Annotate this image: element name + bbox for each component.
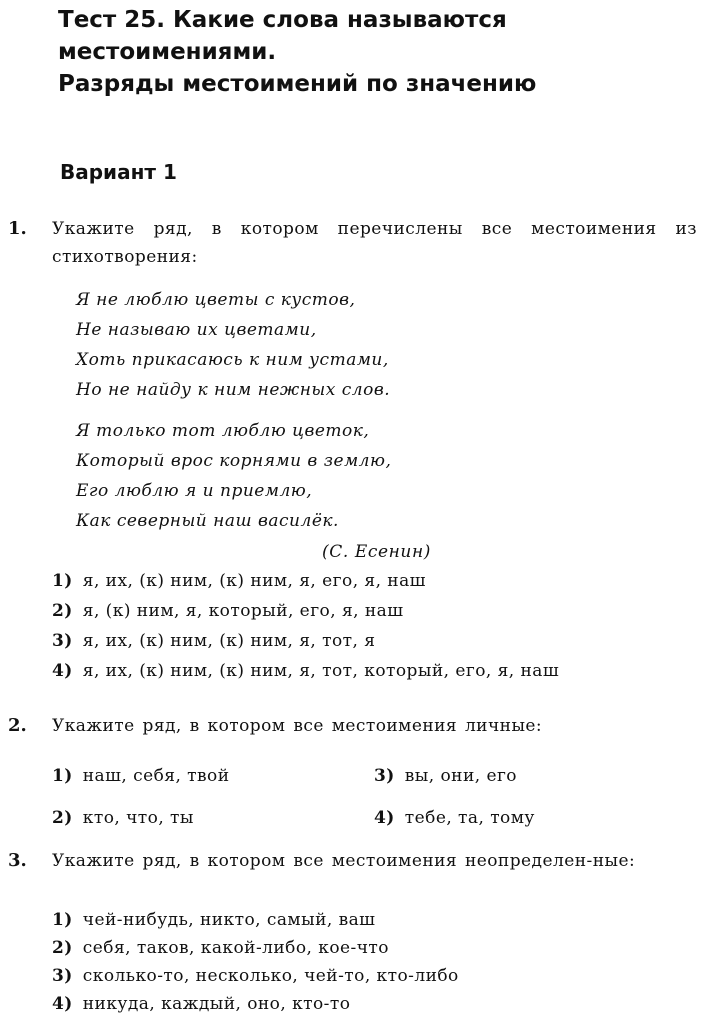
title-line-2: местоимениями. <box>58 39 277 65</box>
option-number: 2) <box>52 601 73 621</box>
option-text: я, их, (к) ним, (к) ним, я, тот, который, его, я, наш <box>82 661 560 681</box>
title-line-3: Разряды местоимений по значению <box>58 71 537 97</box>
question-3-option-4 <box>52 990 350 1018</box>
poem-line: Не называю их цветами, <box>76 320 317 340</box>
question-3-option-3 <box>52 962 459 990</box>
poem-stanza-1 <box>76 285 390 405</box>
option-number: 2) <box>52 808 73 828</box>
poem-line: Который врос корнями в землю, <box>76 451 392 471</box>
question-1-option-1 <box>52 567 426 595</box>
option-number: 1) <box>52 766 73 786</box>
option-text: я, их, (к) ним, (к) ним, я, его, я, наш <box>82 571 426 591</box>
option-text: тебе, та, тому <box>404 808 535 828</box>
poem-stanza-2 <box>76 416 391 536</box>
option-number: 4) <box>52 661 73 681</box>
option-number: 1) <box>52 571 73 591</box>
question-2-option-3 <box>374 762 517 790</box>
page-title <box>58 4 536 100</box>
variant-heading: Вариант 1 <box>60 160 177 184</box>
option-number: 4) <box>374 808 395 828</box>
option-number: 1) <box>52 910 73 930</box>
question-2-option-2 <box>52 804 194 832</box>
option-text: сколько-то, несколько, чей-то, кто-либо <box>82 966 459 986</box>
option-text: я, их, (к) ним, (к) ним, я, тот, я <box>82 631 376 651</box>
title-line-1: Тест 25. Какие слова называются <box>58 7 507 33</box>
option-text: кто, что, ты <box>82 808 194 828</box>
poem-author: (С. Есенин) <box>322 542 432 562</box>
option-number: 4) <box>52 994 73 1014</box>
option-text: чей-нибудь, никто, самый, ваш <box>82 910 376 930</box>
question-3-text: Укажите ряд, в котором все местоимения неопределен-ные: <box>52 851 636 871</box>
poem-line: Его люблю я и приемлю, <box>76 481 313 501</box>
option-number: 2) <box>52 938 73 958</box>
question-1-option-2 <box>52 597 403 625</box>
question-1-option-3 <box>52 627 375 655</box>
option-text: себя, таков, какой-либо, кое-что <box>82 938 389 958</box>
option-text: вы, они, его <box>404 766 517 786</box>
question-3-option-1 <box>52 906 375 934</box>
poem-line: Но не найду к ним нежных слов. <box>76 380 391 400</box>
option-number: 3) <box>374 766 395 786</box>
option-text: наш, себя, твой <box>82 766 230 786</box>
poem-line: Хоть прикасаюсь к ним устами, <box>76 350 389 370</box>
poem-line: Я только тот люблю цветок, <box>76 421 370 441</box>
poem-line: Как северный наш василёк. <box>76 511 339 531</box>
question-2-option-1 <box>52 762 230 790</box>
question-2-text: Укажите ряд, в котором все местоимения личные: <box>52 716 543 736</box>
poem-line: Я не люблю цветы с кустов, <box>76 290 356 310</box>
question-1-number: 1. <box>8 218 27 239</box>
question-2-number: 2. <box>8 715 27 736</box>
question-1-text: Укажите ряд, в котором перечислены все местоимения из стихотворения: <box>52 219 697 267</box>
question-3-option-2 <box>52 934 389 962</box>
option-number: 3) <box>52 966 73 986</box>
question-2-option-4 <box>374 804 535 832</box>
question-3-number: 3. <box>8 850 27 871</box>
option-text: никуда, каждый, оно, кто-то <box>82 994 351 1014</box>
question-1-option-4 <box>52 657 559 685</box>
option-number: 3) <box>52 631 73 651</box>
option-text: я, (к) ним, я, который, его, я, наш <box>82 601 404 621</box>
